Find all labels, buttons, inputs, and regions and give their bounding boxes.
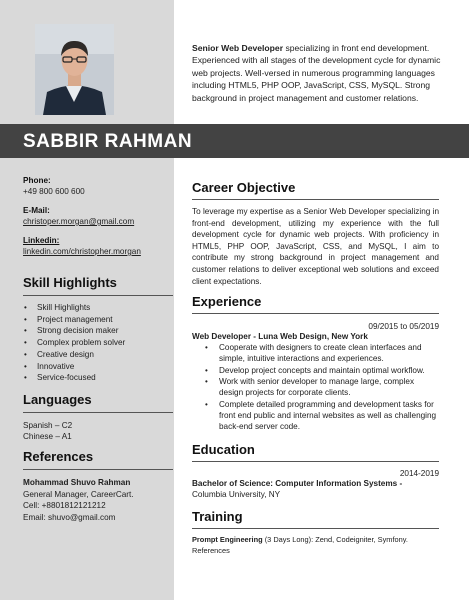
references-heading: References <box>23 449 173 470</box>
left-column <box>23 158 168 523</box>
degree-title: Bachelor of Science: Computer Information Systems - <box>192 478 403 488</box>
skill-item: • Strong decision maker <box>23 325 168 337</box>
skills-heading: Skill Highlights <box>23 275 173 296</box>
right-column <box>192 158 439 556</box>
candidate-name: SABBIR RAHMAN <box>23 131 193 152</box>
skills-list <box>23 302 168 384</box>
skill-item: • Skill Highlights <box>23 302 168 314</box>
skill-item: • Innovative <box>23 361 168 373</box>
linkedin-link[interactable]: linkedin.com/christopher.morgan <box>23 247 141 256</box>
language-item: Spanish – C2 <box>23 420 73 430</box>
job-duties-list <box>192 342 439 432</box>
job-duty-item: • Work with senior developer to manage large, complex design projects for corporate clients. <box>192 376 439 399</box>
reference-role: General Manager, CareerCart. <box>23 489 134 499</box>
email-link[interactable]: christoper.morgan@gmail.com <box>23 217 135 226</box>
skill-item: • Creative design <box>23 349 168 361</box>
school-name: Columbia University, NY <box>192 489 281 499</box>
job-title: Web Developer - Luna Web Design, New York <box>192 332 368 342</box>
experience-heading: Experience <box>192 294 439 314</box>
phone-value: +49 800 600 600 <box>23 187 85 196</box>
profile-photo <box>35 24 114 115</box>
profile-summary <box>192 42 444 104</box>
training-course: Prompt Engineering <box>192 535 263 545</box>
name-banner <box>0 124 469 158</box>
job-duty-item: • Cooperate with designers to create clean interfaces and simple, intuitive interactions and experiences. <box>192 342 439 365</box>
phone-label: Phone: <box>23 176 51 185</box>
training-detail: (3 Days Long): Zend, Codeigniter, Symfony. <box>262 535 408 545</box>
linkedin-label: Linkedin: <box>23 236 60 245</box>
experience-dates: 09/2015 to 05/2019 <box>368 322 439 332</box>
job-duty-item: • Develop project concepts and maintain optimal workflow. <box>192 365 439 376</box>
languages-heading: Languages <box>23 392 173 413</box>
training-heading: Training <box>192 509 439 529</box>
language-item: Chinese – A1 <box>23 432 72 442</box>
skill-item: • Service-focused <box>23 372 168 384</box>
reference-name: Mohammad Shuvo Rahman <box>23 477 131 487</box>
training-entry <box>192 535 439 546</box>
training-references: References <box>192 545 230 555</box>
skill-item: • Complex problem solver <box>23 337 168 349</box>
education-dates: 2014-2019 <box>399 468 439 478</box>
reference-email: Email: shuvo@gmail.com <box>23 512 116 522</box>
summary-text: specializing in front end development. Experienced with all stages of the development cycle for dynamic web projects. Well-versed in numerous programming languages including HTML5, PHP OOP, JavaScript, CSS, MySQL. Strong background in project management and customer relations. <box>192 43 441 103</box>
summary-lead: Senior Web Developer <box>192 43 284 53</box>
reference-cell: Cell: +8801812121212 <box>23 501 106 511</box>
career-objective-text: To leverage my expertise as a Senior Web Developer specializing in front-end development, utilizing my experience with the full development cycle for dynamic web projects. With proficiency in HTML5, PHP OOP, JavaScript, CSS, and MySQL, I aim to contribute my strong background in project management and customer relations to deliver exceptional web solutions and exceed client expectations. <box>192 207 439 286</box>
job-duty-item: • Complete detailed programming and development tasks for front end public and internal websites as well as challenging back-end server code. <box>192 399 439 433</box>
education-heading: Education <box>192 442 439 462</box>
career-objective-heading: Career Objective <box>192 180 439 200</box>
email-label: E-Mail: <box>23 206 50 215</box>
skill-item: • Project management <box>23 314 168 326</box>
